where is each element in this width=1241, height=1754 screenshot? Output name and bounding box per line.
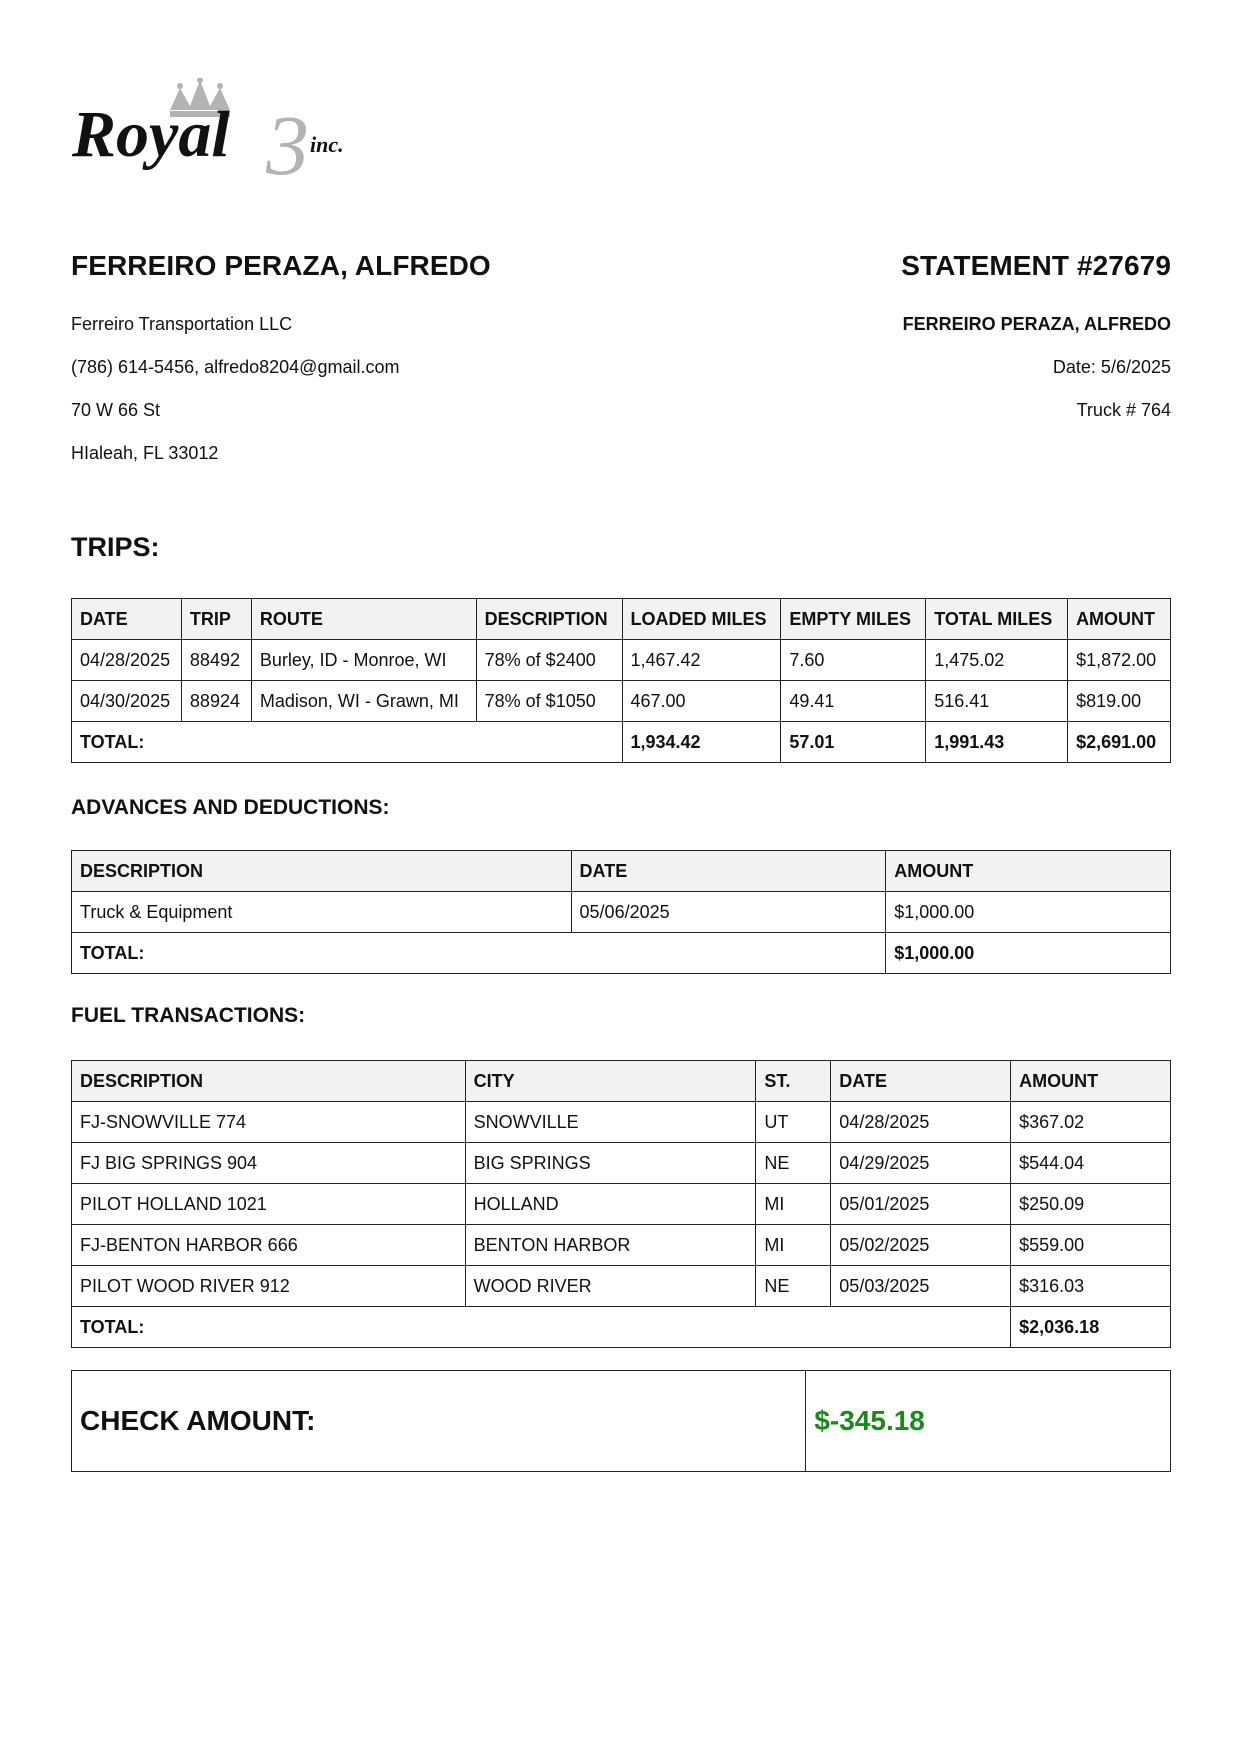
total-label: TOTAL: — [72, 1307, 1011, 1348]
total-amount: $1,000.00 — [886, 933, 1171, 974]
table-cell: $367.02 — [1011, 1102, 1171, 1143]
column-header: AMOUNT — [1011, 1061, 1171, 1102]
company-logo — [72, 78, 382, 190]
total-row — [72, 933, 1171, 974]
table-cell: 04/28/2025 — [831, 1102, 1011, 1143]
table-cell: $316.03 — [1011, 1266, 1171, 1307]
column-header: DATE — [72, 599, 182, 640]
check-amount-value: $-345.18 — [806, 1371, 1171, 1472]
driver-info — [71, 250, 631, 484]
table-cell: 49.41 — [781, 681, 926, 722]
table-cell: $1,000.00 — [886, 892, 1171, 933]
fuel-title: FUEL TRANSACTIONS: — [71, 1004, 306, 1027]
table-row — [72, 640, 1171, 681]
table-cell: 78% of $1050 — [476, 681, 622, 722]
table-row — [72, 892, 1171, 933]
table-cell: UT — [756, 1102, 831, 1143]
table-cell: $1,872.00 — [1068, 640, 1171, 681]
column-header: DESCRIPTION — [72, 1061, 466, 1102]
column-header: DESCRIPTION — [476, 599, 622, 640]
table-cell: 04/29/2025 — [831, 1143, 1011, 1184]
table-cell: $544.04 — [1011, 1143, 1171, 1184]
column-header: AMOUNT — [886, 851, 1171, 892]
check-amount-label: CHECK AMOUNT: — [72, 1371, 806, 1472]
statement-name: FERREIRO PERAZA, ALFREDO — [902, 314, 1171, 334]
driver-contact: (786) 614-5456, alfredo8204@gmail.com — [71, 357, 400, 377]
total-amount: $2,036.18 — [1011, 1307, 1171, 1348]
advances-header-row — [72, 851, 1171, 892]
table-cell: 04/30/2025 — [72, 681, 182, 722]
column-header: ROUTE — [251, 599, 476, 640]
table-row — [72, 681, 1171, 722]
total-row — [72, 1307, 1171, 1348]
total-loaded-miles: 1,934.42 — [622, 722, 781, 763]
total-label: TOTAL: — [72, 933, 886, 974]
fuel-table — [71, 1060, 1171, 1348]
table-cell: PILOT WOOD RIVER 912 — [72, 1266, 466, 1307]
table-cell: 05/06/2025 — [571, 892, 886, 933]
table-cell: FJ-BENTON HARBOR 666 — [72, 1225, 466, 1266]
column-header: DESCRIPTION — [72, 851, 572, 892]
column-header: ST. — [756, 1061, 831, 1102]
table-row — [72, 1184, 1171, 1225]
table-cell: NE — [756, 1266, 831, 1307]
trips-title: TRIPS: — [71, 532, 160, 562]
table-cell: Truck & Equipment — [72, 892, 572, 933]
column-header: DATE — [571, 851, 886, 892]
column-header: EMPTY MILES — [781, 599, 926, 640]
column-header: TOTAL MILES — [926, 599, 1068, 640]
total-label: TOTAL: — [72, 722, 623, 763]
table-cell: SNOWVILLE — [465, 1102, 756, 1143]
table-cell: FJ BIG SPRINGS 904 — [72, 1143, 466, 1184]
advances-title: ADVANCES AND DEDUCTIONS: — [71, 796, 390, 819]
table-cell: $559.00 — [1011, 1225, 1171, 1266]
table-cell: 05/03/2025 — [831, 1266, 1011, 1307]
table-row — [72, 1225, 1171, 1266]
table-cell: Madison, WI - Grawn, MI — [251, 681, 476, 722]
table-cell: 1,475.02 — [926, 640, 1068, 681]
table-cell: $819.00 — [1068, 681, 1171, 722]
table-cell: $250.09 — [1011, 1184, 1171, 1225]
total-empty-miles: 57.01 — [781, 722, 926, 763]
total-row — [72, 722, 1171, 763]
driver-company: Ferreiro Transportation LLC — [71, 314, 293, 334]
svg-text:inc.: inc. — [310, 132, 344, 157]
table-cell: MI — [756, 1225, 831, 1266]
table-cell: 88492 — [181, 640, 251, 681]
table-cell: Burley, ID - Monroe, WI — [251, 640, 476, 681]
trips-header-row — [72, 599, 1171, 640]
statement-title: STATEMENT #27679 — [901, 250, 1171, 281]
table-cell: 05/02/2025 — [831, 1225, 1011, 1266]
table-cell: FJ-SNOWVILLE 774 — [72, 1102, 466, 1143]
table-cell: 05/01/2025 — [831, 1184, 1011, 1225]
table-row — [72, 1102, 1171, 1143]
table-cell: BIG SPRINGS — [465, 1143, 756, 1184]
table-row — [72, 1266, 1171, 1307]
column-header: CITY — [465, 1061, 756, 1102]
table-row — [72, 1143, 1171, 1184]
driver-name: FERREIRO PERAZA, ALFREDO — [71, 250, 491, 281]
table-cell: 7.60 — [781, 640, 926, 681]
column-header: DATE — [831, 1061, 1011, 1102]
advances-table — [71, 850, 1171, 974]
table-cell: MI — [756, 1184, 831, 1225]
statement-date: Date: 5/6/2025 — [1052, 357, 1171, 377]
statement-truck: Truck # 764 — [1076, 400, 1171, 420]
statement-info — [611, 250, 1171, 441]
total-miles: 1,991.43 — [926, 722, 1068, 763]
column-header: AMOUNT — [1068, 599, 1171, 640]
table-cell: 516.41 — [926, 681, 1068, 722]
table-cell: 467.00 — [622, 681, 781, 722]
fuel-header-row — [72, 1061, 1171, 1102]
table-cell: PILOT HOLLAND 1021 — [72, 1184, 466, 1225]
svg-text:Royal: Royal — [72, 98, 230, 171]
total-amount: $2,691.00 — [1068, 722, 1171, 763]
driver-city: HIaleah, FL 33012 — [71, 443, 219, 463]
table-cell: 04/28/2025 — [72, 640, 182, 681]
table-cell: 78% of $2400 — [476, 640, 622, 681]
table-cell: HOLLAND — [465, 1184, 756, 1225]
table-cell: NE — [756, 1143, 831, 1184]
check-amount-box — [71, 1370, 1171, 1472]
table-cell: WOOD RIVER — [465, 1266, 756, 1307]
driver-street: 70 W 66 St — [71, 400, 161, 420]
table-cell: BENTON HARBOR — [465, 1225, 756, 1266]
trips-table — [71, 598, 1171, 763]
column-header: TRIP — [181, 599, 251, 640]
table-cell: 88924 — [181, 681, 251, 722]
svg-text:3: 3 — [266, 97, 309, 190]
column-header: LOADED MILES — [622, 599, 781, 640]
table-cell: 1,467.42 — [622, 640, 781, 681]
